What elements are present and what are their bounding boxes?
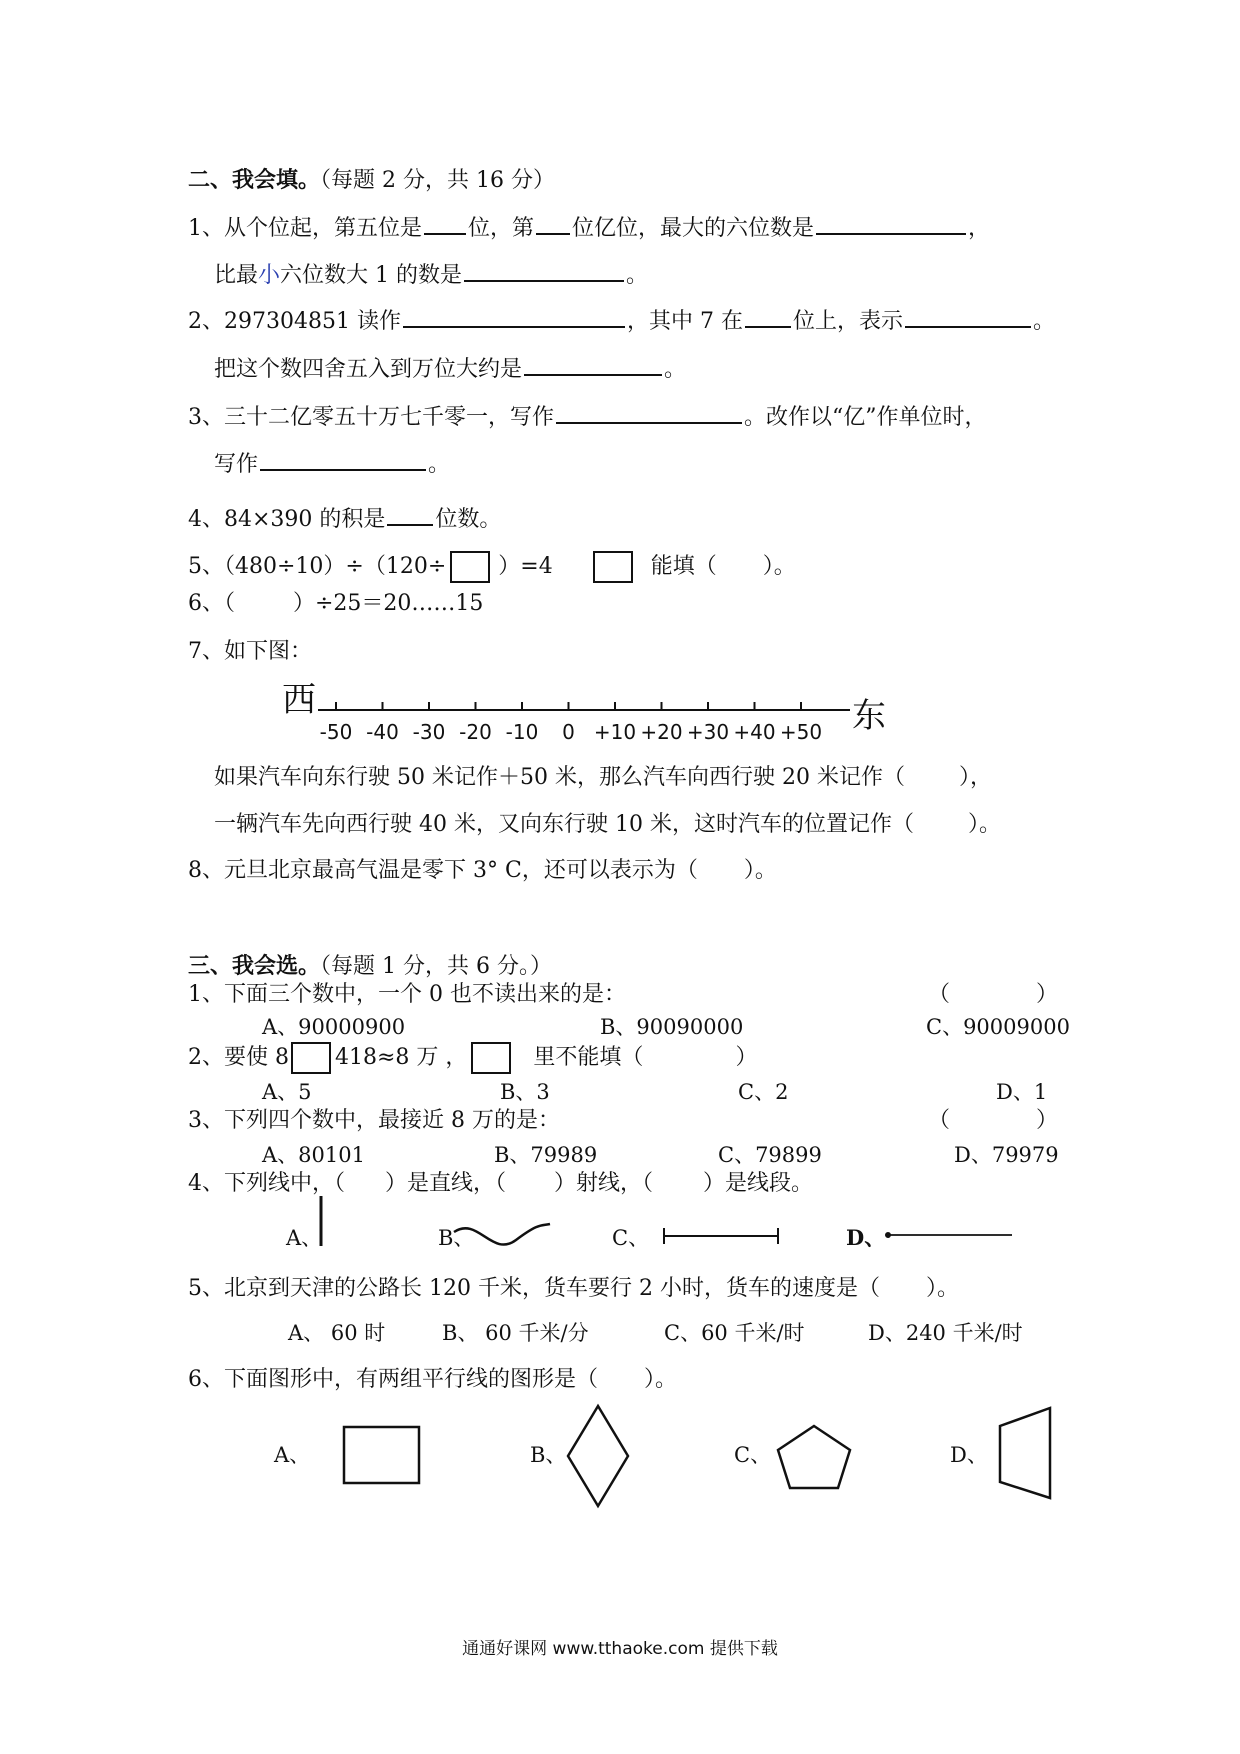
blank[interactable]: [556, 400, 742, 424]
blank[interactable]: [464, 258, 624, 282]
s2-q5-text-d: ）。: [762, 554, 796, 579]
s2-q1-text-e2: 六位数大 1 的数是: [280, 263, 463, 288]
answer-box[interactable]: [450, 551, 490, 583]
s3-question-2: [188, 1042, 757, 1074]
blank[interactable]: [403, 304, 625, 328]
s3-q5-option-b[interactable]: B、 60 千米/分: [442, 1321, 589, 1345]
number-line-tick-label: +30: [686, 720, 730, 744]
s2-q2-text-e: 把这个数四舍五入到万位大约是: [214, 357, 523, 382]
s2-q4-text-b: 位数。: [435, 507, 502, 532]
curve-line-figure: [452, 1222, 552, 1252]
s3-q1-paren-right: ）: [1036, 982, 1059, 1007]
s3-q6-text-a: 6、下面图形中，有两组平行线的图形是（: [188, 1367, 598, 1392]
s2-question-4: [188, 502, 501, 536]
blank[interactable]: [387, 502, 433, 526]
section-2-score: （每题 2 分，共 16 分）: [320, 168, 555, 193]
s3-q2-text-c: 里不能填（: [533, 1045, 644, 1070]
s2-question-3-line-2: [214, 447, 450, 481]
s3-question-5: [188, 1273, 959, 1305]
s3-q3-option-a[interactable]: A、80101: [262, 1143, 365, 1167]
s2-q1-text-f: 。: [626, 263, 649, 288]
answer-box[interactable]: [593, 551, 633, 583]
blank[interactable]: [424, 211, 466, 235]
s3-q5-text-b: ）。: [925, 1276, 959, 1301]
s3-q2-text-b: 418≈8 万 ，: [335, 1045, 468, 1070]
s3-q5-text-a: 5、北京到天津的公路长 120 千米，货车要行 2 小时，货车的速度是（: [188, 1276, 880, 1301]
s2-q5-text-a: 5、（480÷10）÷（120÷: [188, 554, 447, 579]
s3-q6-option-b[interactable]: B、: [530, 1443, 567, 1467]
number-line-tick-label: +20: [640, 720, 683, 744]
number-line-tick-label: -50: [319, 720, 353, 744]
blank[interactable]: [905, 304, 1031, 328]
pentagon-figure: [774, 1422, 854, 1492]
number-line-tick-label: -40: [366, 720, 399, 744]
s2-question-2-line-2: [214, 352, 686, 386]
s2-q8-text-b: ）。: [743, 858, 777, 883]
s3-q4-text-c: ）射线，（: [554, 1171, 654, 1196]
section-2-heading: [188, 164, 555, 197]
number-line-west-label: 西: [282, 680, 316, 720]
s2-q2-text-c: 位上，表示: [792, 309, 903, 334]
s3-q2-option-b[interactable]: B、3: [500, 1080, 550, 1104]
s2-q3-text-d: 。: [428, 452, 451, 477]
blank[interactable]: [524, 352, 662, 376]
s2-q1-text-b: 位，第: [468, 216, 535, 241]
s2-q1-text-e: 比最: [214, 263, 259, 288]
s2-question-2: [188, 304, 1055, 338]
s2-question-7-line-2: [214, 809, 1001, 841]
s2-question-8: [188, 855, 777, 887]
s2-q7-text-p2: 一辆汽车先向西行驶 40 米，又向东行驶 10 米，这时汽车的位置记作（: [214, 812, 914, 837]
s3-question-3: 3、下列四个数中，最接近 8 万的是：: [188, 1108, 560, 1133]
s2-q2-text-d: 。: [1032, 309, 1055, 334]
s3-q3-option-b[interactable]: B、79989: [494, 1143, 598, 1167]
s2-q3-text-b: 。改作以“亿”作单位时，: [744, 405, 987, 430]
s2-q4-text-a: 4、84×390 的积是: [188, 507, 386, 532]
s2-q5-text-b: ）=4: [498, 554, 553, 579]
number-line-tick-label: -20: [459, 720, 492, 744]
s3-q4-option-b[interactable]: B、: [438, 1226, 475, 1250]
blank[interactable]: [745, 304, 791, 328]
section-2-title: 二、我会填。: [188, 167, 321, 193]
s2-q3-text-c: 写作: [214, 452, 259, 477]
s3-q3-option-d[interactable]: D、79979: [954, 1143, 1059, 1167]
number-line-tick-label: +10: [593, 720, 637, 744]
s3-q2-option-d[interactable]: D、1: [996, 1080, 1048, 1104]
s2-q2-text-b: ，其中 7 在: [626, 309, 743, 334]
number-line-tick-label: +40: [733, 720, 776, 744]
s3-q6-option-c[interactable]: C、: [734, 1443, 772, 1467]
s3-q4-text-a: 4、下列线中，（: [188, 1171, 345, 1196]
s3-q6-option-a[interactable]: A、: [274, 1443, 311, 1467]
blank[interactable]: [260, 447, 426, 471]
s3-q4-option-a[interactable]: A、: [286, 1226, 323, 1250]
s3-question-4: [188, 1168, 813, 1200]
s2-question-7-line-1: [214, 762, 992, 794]
s2-question-1-line-2: [214, 258, 648, 292]
s2-question-1: [188, 211, 990, 245]
s2-question-7: [188, 636, 312, 668]
s3-q1-option-a[interactable]: A、90000900: [262, 1015, 406, 1039]
s2-q7-text-p1b: ），: [958, 765, 992, 790]
s2-q2-text-f: 。: [664, 357, 687, 382]
s3-q2-option-c[interactable]: C、2: [738, 1080, 789, 1104]
s2-q8-text-a: 8、元旦北京最高气温是零下 3° C，还可以表示为（: [188, 858, 698, 883]
s3-q4-text-d: ）是线段。: [703, 1171, 814, 1196]
s2-question-5: [188, 551, 796, 583]
s3-q6-option-d[interactable]: D、: [950, 1443, 988, 1467]
s2-q5-text-c: 能填（: [650, 554, 717, 579]
s2-q1-text-d: ，: [968, 216, 991, 241]
s2-q7-text-p2b: ）。: [967, 812, 1001, 837]
s2-q7-text-a: 7、如下图：: [188, 639, 312, 664]
s2-q3-text-a: 3、三十二亿零五十万七千零一，写作: [188, 405, 554, 430]
blank[interactable]: [536, 211, 570, 235]
vertical-line-figure: [318, 1196, 324, 1246]
s3-q5-option-c[interactable]: C、60 千米/时: [664, 1321, 805, 1345]
number-line-tick-label: +50: [779, 720, 823, 744]
footer-source: 通通好课网 www.tthaoke.com 提供下载: [462, 1639, 778, 1659]
number-line-east-label: 东: [852, 696, 886, 736]
answer-box[interactable]: [471, 1042, 511, 1074]
s3-q2-text-d: ）: [735, 1045, 758, 1070]
s3-q3-paren-left: （: [928, 1108, 951, 1133]
s3-q4-text-b: ）是直线，（: [385, 1171, 507, 1196]
number-line-tick-label: -30: [412, 720, 446, 744]
s2-q6-text-b: ）÷25＝20……15: [293, 591, 484, 616]
section-3-score: （每题 1 分，共 6 分。）: [320, 954, 552, 979]
number-line-tick-label: 0: [562, 720, 575, 744]
s3-q1-option-c[interactable]: C、90009000: [926, 1015, 1070, 1039]
section-3-title: 三、我会选。: [188, 953, 321, 979]
s3-q4-option-c[interactable]: C、: [612, 1226, 650, 1250]
s2-q1-highlight: 小: [258, 263, 281, 288]
s3-question-6: [188, 1364, 677, 1396]
s3-q3-option-c[interactable]: C、79899: [718, 1143, 822, 1167]
s3-q4-option-d[interactable]: D、: [846, 1225, 886, 1250]
s2-q6-text-a: 6、（: [188, 591, 235, 616]
s2-q7-text-p1: 如果汽车向东行驶 50 米记作＋50 米，那么汽车向西行驶 20 米记作（: [214, 765, 905, 790]
s2-q2-text-a: 2、297304851 读作: [188, 309, 401, 334]
s3-q3-paren-right: ）: [1036, 1108, 1059, 1133]
s2-q1-text-c: 位亿位，最大的六位数是: [572, 216, 815, 241]
s3-q5-option-d[interactable]: D、240 千米/时: [868, 1321, 1023, 1345]
answer-box[interactable]: [291, 1042, 331, 1074]
ray-figure: [884, 1229, 1014, 1241]
trapezoid-figure: [994, 1406, 1054, 1500]
segment-figure: [662, 1226, 782, 1246]
s3-question-1: 1、下面三个数中，一个 0 也不读出来的是：: [188, 982, 626, 1007]
blank[interactable]: [816, 211, 966, 235]
s2-question-6: [188, 588, 483, 620]
number-line-tick-label: -10: [505, 720, 539, 744]
s3-q6-text-b: ）。: [644, 1367, 678, 1392]
s3-q1-paren-left: （: [928, 982, 951, 1007]
s3-q1-option-b[interactable]: B、90090000: [600, 1015, 744, 1039]
s3-q2-text-a: 2、要使 8: [188, 1045, 289, 1070]
s2-q1-text-a: 1、从个位起，第五位是: [188, 216, 422, 241]
s3-q5-option-a[interactable]: A、 60 时: [288, 1321, 386, 1345]
s2-question-3: [188, 400, 987, 434]
s3-q2-option-a[interactable]: A、5: [262, 1080, 312, 1104]
rectangle-figure: [342, 1425, 422, 1485]
rhombus-figure: [566, 1404, 630, 1508]
